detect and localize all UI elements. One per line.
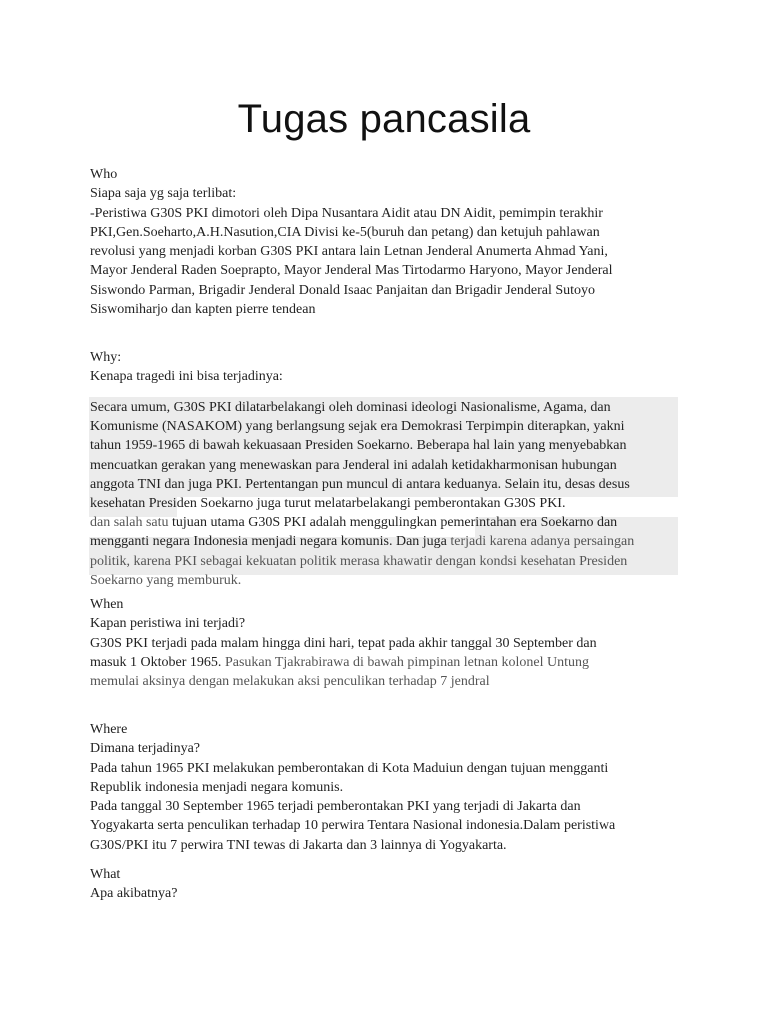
why-line: mencuatkan gerakan yang menewaskan para Jenderal ini adalah ketidakharmonisan hubungan <box>90 457 617 473</box>
why-line-fragment: dan salah satu <box>90 515 169 531</box>
why-line: Komunisme (NASAKOM) yang berlangsung sejak era Demokrasi Terpimpin diterapkan, yakni <box>90 419 625 435</box>
who-section <box>90 165 690 319</box>
why-line: Secara umum, G30S PKI dilatarbelakangi oleh dominasi ideologi Nasionalisme, Agama, dan <box>90 400 611 415</box>
who-line: PKI,Gen.Soeharto,A.H.Nasution,CIA Divisi ke-5(buruh dan petang) dan ketujuh pahlawan <box>90 224 600 240</box>
where-line: Republik indonesia menjadi negara komunis. <box>90 779 344 795</box>
when-line-fragment: Pasukan Tjakrabirawa di bawah pimpinan letnan kolonel Untung <box>221 654 589 670</box>
when-question: Kapan peristiwa ini terjadi? <box>90 616 246 632</box>
who-line: Siswomiharjo dan kapten pierre tendean <box>90 302 316 318</box>
where-line: G30S/PKI itu 7 perwira TNI tewas di Jakarta dan 3 lainnya di Yogyakarta. <box>90 837 507 853</box>
who-line: Siswondo Parman, Brigadir Jenderal Donald Isaac Panjaitan dan Brigadir Jenderal Sutoyo <box>90 282 596 298</box>
why-line-fragment: terjadi karena adanya persaingan <box>446 534 635 550</box>
why-line <box>90 532 690 551</box>
who-heading: Who <box>90 167 118 182</box>
why-line: tahun 1959-1965 di bawah kekuasaan Presiden Soekarno. Beberapa hal lain yang menyebabkan <box>90 438 627 454</box>
where-line: Pada tahun 1965 PKI melakukan pemberontakan di Kota Maduiun dengan tujuan mengganti <box>90 760 609 776</box>
when-line <box>90 653 690 672</box>
why-section-header <box>90 348 690 387</box>
why-question: Kenapa tragedi ini bisa terjadinya: <box>90 369 283 385</box>
where-line: Pada tanggal 30 September 1965 terjadi pemberontakan PKI yang terjadi di Jakarta dan <box>90 799 581 815</box>
when-line-fragment: masuk 1 Oktober 1965. <box>90 654 222 670</box>
what-question: Apa akibatnya? <box>90 886 178 902</box>
who-question: Siapa saja yg saja terlibat: <box>90 186 237 202</box>
what-section <box>90 865 690 904</box>
why-line: Soekarno yang memburuk. <box>90 572 242 588</box>
what-heading: What <box>90 867 121 882</box>
when-heading: When <box>90 597 124 612</box>
why-line-fragment: mengganti negara Indonesia menjadi negara komunis. Dan juga <box>90 534 447 550</box>
where-line: Yogyakarta serta penculikan terhadap 10 perwira Tentara Nasional indonesia.Dalam peristiwa <box>90 818 616 834</box>
why-line-fragment: tujuan utama G30S PKI adalah menggulingkan pemerintahan era Soekarno dan <box>168 515 618 531</box>
who-line: Mayor Jenderal Raden Soeprapto, Mayor Jenderal Mas Tirtodarmo Haryono, Mayor Jenderal <box>90 263 613 279</box>
why-line: anggota TNI dan juga PKI. Pertentangan pun muncul di antara keduanya. Selain itu, desas desus <box>90 476 630 492</box>
where-section <box>90 720 690 855</box>
when-line: G30S PKI terjadi pada malam hingga dini hari, tepat pada akhir tanggal 30 September dan <box>90 635 597 651</box>
why-line: politik, karena PKI sebagai kekuatan politik merasa khawatir dengan kondsi kesehatan Presiden <box>90 553 628 569</box>
why-line <box>90 513 690 532</box>
when-section <box>90 595 690 691</box>
why-line: kesehatan Presiden Soekarno juga turut melatarbelakangi pemberontakan G30S PKI. <box>90 496 566 512</box>
when-line: memulai aksinya dengan melakukan aksi penculikan terhadap 7 jendral <box>90 674 490 690</box>
where-question: Dimana terjadinya? <box>90 741 201 757</box>
who-line: revolusi yang menjadi korban G30S PKI antara lain Letnan Jenderal Anumerta Ahmad Yani, <box>90 244 608 260</box>
who-line: -Peristiwa G30S PKI dimotori oleh Dipa Nusantara Aidit atau DN Aidit, pemimpin terakhir <box>90 205 603 221</box>
where-heading: Where <box>90 722 128 737</box>
document-title: Tugas pancasila <box>237 97 531 141</box>
why-body <box>90 398 690 590</box>
why-heading: Why: <box>90 350 122 365</box>
